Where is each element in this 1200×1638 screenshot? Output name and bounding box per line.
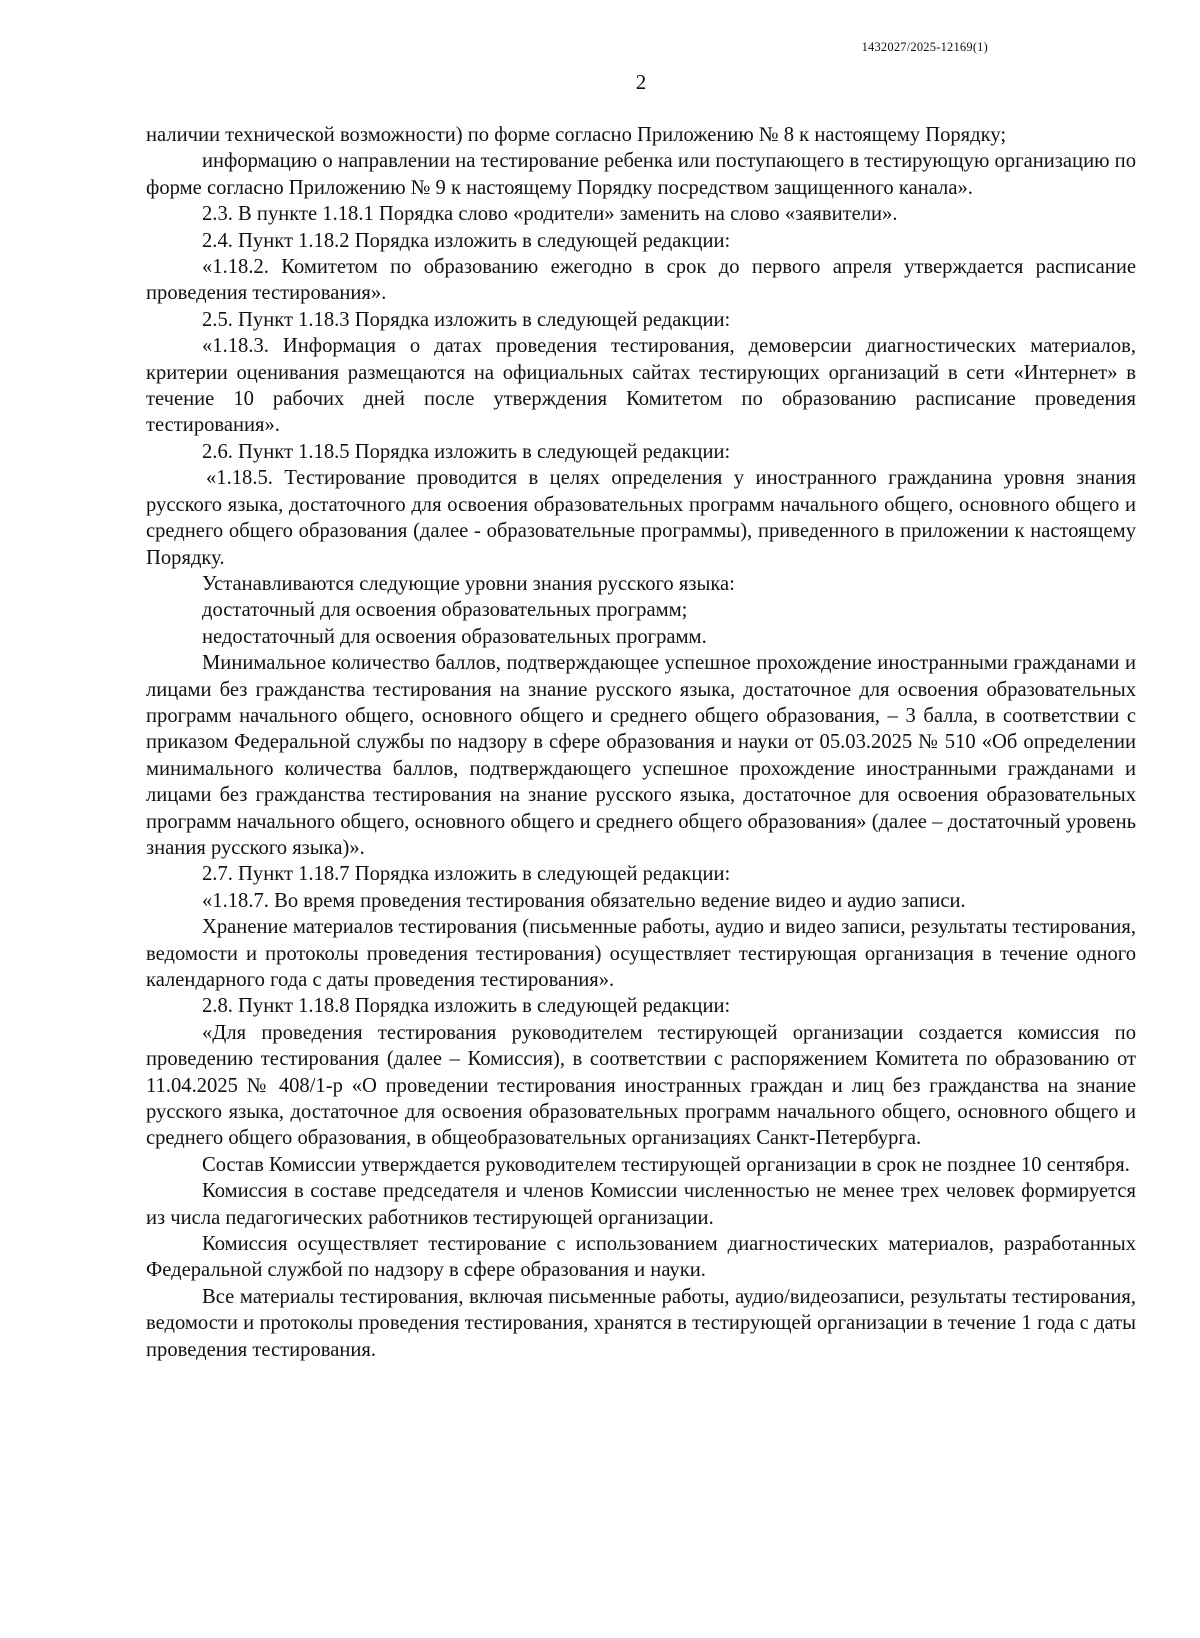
document-body [146,122,1136,1363]
paragraph: достаточный для освоения образовательных программ; [202,599,688,622]
paragraph: «1.18.7. Во время проведения тестирования обязательно ведение видео и аудио записи. [202,889,966,912]
paragraph: 2.8. Пункт 1.18.8 Порядка изложить в следующей редакции: [202,995,731,1018]
paragraph: Комиссия в составе председателя и членов Комиссии численностью не менее трех человек формируется из числа педагогических работников тестирующей организации. [146,1180,1136,1229]
paragraph: Устанавливаются следующие уровни знания русского языка: [202,572,735,595]
paragraph: «Для проведения тестирования руководителем тестирующей организации создается комиссия по проведению тестирования (далее – Комиссия), в соответствии с распоряжением Комитета по образованию от 11.04.2025 № 408/1-р «О проведении тестирования иностранных граждан и лиц без гражданства на знание русского языка, достаточное для освоения образовательных программ начального общего, основного общего и среднего общего образования, в общеобразовательных организациях Санкт-Петербурга. [146,1021,1136,1150]
document-number: 1432027/2025-12169(1) [861,40,988,54]
paragraph: Состав Комиссии утверждается руководителем тестирующей организации в срок не позднее 10 сентября. [202,1153,1130,1176]
paragraph: «1.18.5. Тестирование проводится в целях определения у иностранного гражданина уровня знания русского языка, достаточного для освоения образовательных программ начального общего, основного общего и среднего общего образования (далее - образовательные программы), приведенного в приложении к настоящему Порядку. [146,467,1136,569]
paragraph: Комиссия осуществляет тестирование с использованием диагностических материалов, разработанных Федеральной службой по надзору в сфере образования и науки. [146,1233,1136,1282]
paragraph: 2.6. Пункт 1.18.5 Порядка изложить в следующей редакции: [202,440,731,463]
paragraph: информацию о направлении на тестирование ребенка или поступающего в тестирующую организацию по форме согласно Приложению № 9 к настоящему Порядку посредством защищенного канала». [146,150,1136,199]
paragraph: 2.3. В пункте 1.18.1 Порядка слово «родители» заменить на слово «заявители». [202,203,898,226]
paragraph: «1.18.2. Комитетом по образованию ежегодно в срок до первого апреля утверждается расписание проведения тестирования». [146,256,1136,305]
paragraph: недостаточный для освоения образовательных программ. [202,625,707,648]
paragraph: Хранение материалов тестирования (письменные работы, аудио и видео записи, результаты тестирования, ведомости и протоколы проведения тестирования) осуществляет тестирующая организация в течение одного календарного года с даты проведения тестирования». [146,916,1136,991]
paragraph: 2.7. Пункт 1.18.7 Порядка изложить в следующей редакции: [202,863,731,886]
paragraph: 2.5. Пункт 1.18.3 Порядка изложить в следующей редакции: [202,308,731,331]
paragraph: 2.4. Пункт 1.18.2 Порядка изложить в следующей редакции: [202,229,731,252]
page-number: 2 [635,70,647,94]
paragraph: Минимальное количество баллов, подтверждающее успешное прохождение иностранными гражданами и лицами без гражданства тестирования на знание русского языка, достаточное для освоения образовательных программ начального общего, основного общего и среднего общего образования, – 3 балла, в соответствии с приказом Федеральной службы по надзору в сфере образования и науки от 05.03.2025 № 510 «Об определении минимального количества баллов, подтверждающего успешное прохождение иностранными гражданами и лицами без гражданства тестирования на знание русского языка, достаточное для освоения образовательных программ начального общего, основного общего и среднего общего образования» (далее – достаточный уровень знания русского языка)». [146,652,1136,859]
paragraph: Все материалы тестирования, включая письменные работы, аудио/видеозаписи, результаты тестирования, ведомости и протоколы проведения тестирования, хранятся в тестирующей организации в течение 1 года с даты проведения тестирования. [146,1285,1136,1361]
paragraph: наличии технической возможности) по форме согласно Приложению № 8 к настоящему Порядку; [146,124,1007,146]
paragraph: «1.18.3. Информация о датах проведения тестирования, демоверсии диагностических материалов, критерии оценивания размещаются на официальных сайтах тестирующих организаций в сети «Интернет» в течение 10 рабочих дней после утверждения Комитетом по образованию расписание проведения тестирования». [146,335,1136,437]
